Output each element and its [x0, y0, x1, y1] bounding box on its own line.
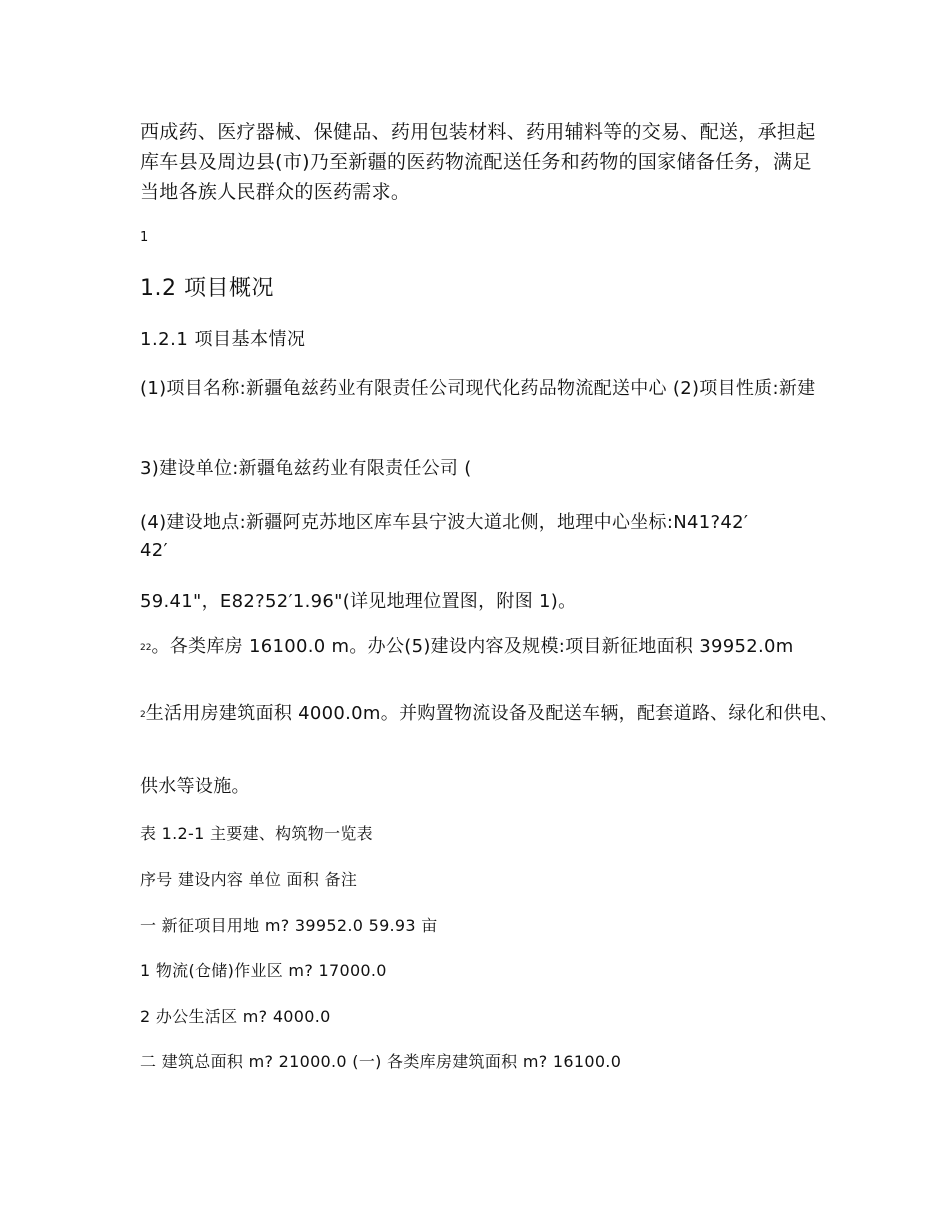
builder-item: 3)建设单位:新疆龟兹药业有限责任公司 ( — [140, 458, 472, 479]
footnote-marker: 1 — [140, 230, 149, 245]
intro-paragraph: 西成药、医疗器械、保健品、药用包装材料、药用辅料等的交易、配送，承担起库车县及周边县(市)乃至新疆的医药物流配送任务和药物的国家储备任务，满足当地各族人民群众的医药需求。 — [140, 121, 816, 203]
table-caption: 表 1.2-1 主要建、构筑物一览表 — [140, 824, 373, 843]
table-row: 2 办公生活区 m? 4000.0 — [140, 1007, 331, 1026]
subsection-title: 1.2.1 项目基本情况 — [140, 329, 306, 350]
location-line-2-prefix: 42′ — [140, 540, 168, 561]
table-row: 一 新征项目用地 m? 39952.0 59.93 亩 — [140, 916, 438, 935]
table-header: 序号 建设内容 单位 面积 备注 — [140, 870, 358, 889]
location-line-1: (4)建设地点:新疆阿克苏地区库车县宁波大道北侧，地理中心坐标:N41?42′ — [140, 512, 749, 533]
scale-line-3: 供水等设施。 — [140, 776, 250, 797]
scale-line-1 — [140, 632, 794, 663]
table-row: 1 物流(仓储)作业区 m? 17000.0 — [140, 961, 387, 980]
scale-line-2 — [140, 699, 838, 730]
location-line-2: 59.41"，E82?52′1.96"(详见地理位置图，附图 1)。 — [140, 591, 577, 612]
scale-line-1-text: 。各类库房 16100.0 m。办公(5)建设内容及规模:项目新征地面积 39952.0m — [151, 636, 794, 657]
project-name-item: (1)项目名称:新疆龟兹药业有限责任公司现代化药品物流配送中心 (2)项目性质:新建 — [140, 378, 816, 399]
superscript: 22 — [140, 643, 152, 653]
table-row: 二 建筑总面积 m? 21000.0 (一) 各类库房建筑面积 m? 16100.0 — [140, 1052, 622, 1071]
superscript-2: 2 — [140, 710, 146, 720]
section-title: 1.2 项目概况 — [140, 276, 274, 301]
scale-line-2-text: 生活用房建筑面积 4000.0m。并购置物流设备及配送车辆，配套道路、绿化和供电、 — [145, 703, 839, 724]
